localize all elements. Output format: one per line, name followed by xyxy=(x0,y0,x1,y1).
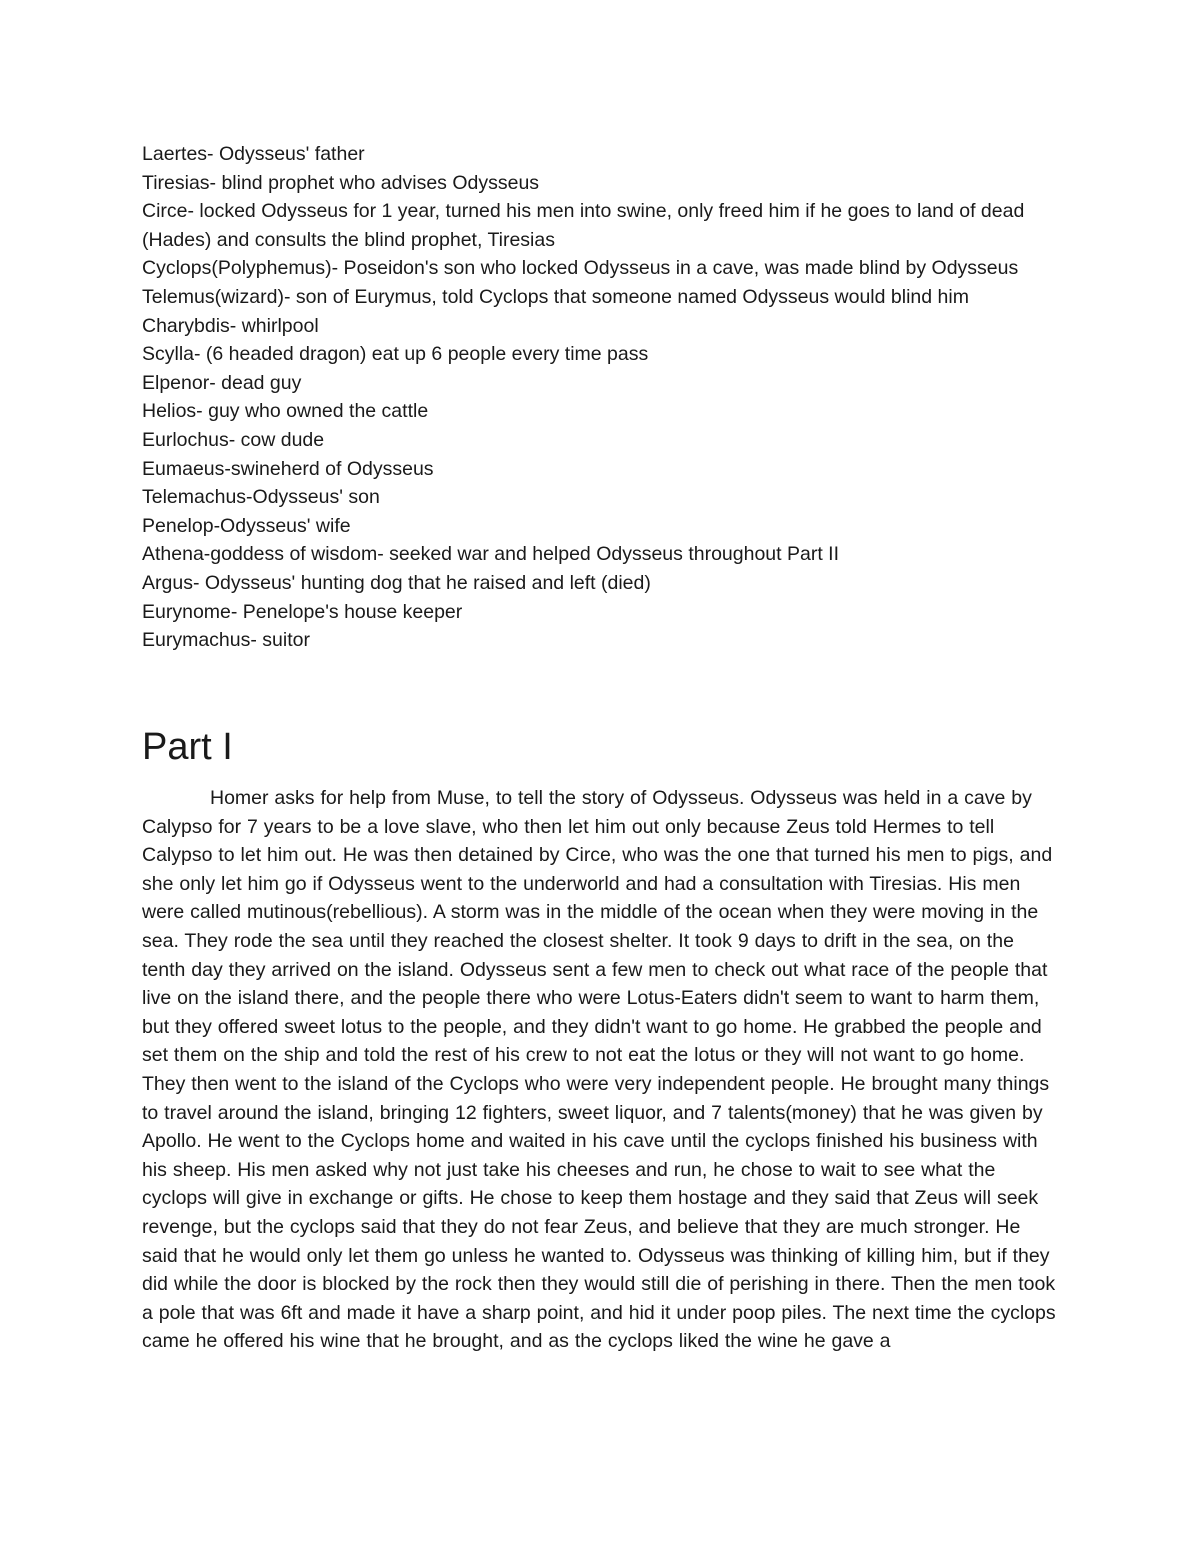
character-entry-argus: Argus- Odysseus' hunting dog that he raised and left (died) xyxy=(142,571,651,594)
character-entry-telemachus: Telemachus-Odysseus' son xyxy=(142,486,380,509)
character-entry-laertes: Laertes- Odysseus' father xyxy=(142,143,365,165)
section-paragraph: Homer asks for help from Muse, to tell the story of Odysseus. Odysseus was held in a cave by Calypso for 7 years to be a love slave, who then let him out only because Zeus told Hermes to tell Calypso to let him out. He was then detained by Circe, who was the one that turned his men to pigs, and she only let him go if Odysseus went to the underworld and had a consultation with Tiresias. His men were called mutinous(rebellious). A storm was in the middle of the ocean when they were moving in the sea. They rode the sea until they reached the closest shelter. It took 9 days to drift in the sea, on the tenth day they arrived on the island. Odysseus sent a few men to check out what race of the people that live on the island there, and the people there who were Lotus-Eaters didn't seem to want to harm them, but they offered sweet lotus to the people, and they didn't want to go home. He grabbed the people and set them on the ship and told the rest of his crew to not eat the lotus or they will not want to go home. They then went to the island of the Cyclops who were very independent people. He brought many things to travel around the island, bringing 12 fighters, sweet liquor, and 7 talents(money) that he was given by Apollo. He went to the Cyclops home and waited in his cave until the cyclops finished his business with his sheep. His men asked why not just take his cheeses and run, he chose to wait to see what the cyclops will give in exchange or gifts. He chose to keep them hostage and they said that Zeus will seek revenge, but the cyclops said that they do not fear Zeus, and believe that they are much stronger. He said that he would only let them go unless he wanted to. Odysseus was thinking of killing him, but if they did while the door is blocked by the rock then they would still die of perishing in there. Then the men took a pole that was 6ft and made it have a sharp point, and hid it under poop piles. The next time the cyclops came he offered his wine that he brought, and as the cyclops liked the wine he gave a xyxy=(142,787,1056,1353)
character-entry-tiresias: Tiresias- blind prophet who advises Odysseus xyxy=(142,171,540,194)
character-entry-telemus: Telemus(wizard)- son of Eurymus, told Cyclops that someone named Odysseus would blind him xyxy=(142,285,969,308)
character-entry-eurymachus: Eurymachus- suitor xyxy=(142,629,310,652)
character-entry-eurlochus: Eurlochus- cow dude xyxy=(142,428,325,451)
character-entry-penelop: Penelop-Odysseus' wife xyxy=(142,514,351,537)
character-entry-charybdis: Charybdis- whirlpool xyxy=(142,314,319,337)
character-entry-scylla: Scylla- (6 headed dragon) eat up 6 people every time pass xyxy=(142,343,649,366)
character-entry-eurynome: Eurynome- Penelope's house keeper xyxy=(142,600,463,623)
character-entry-circe: Circe- locked Odysseus for 1 year, turned his men into swine, only freed him if he goes to land of dead (Hades) and consults the blind prophet, Tiresias xyxy=(142,200,1025,251)
character-entry-eumaeus: Eumaeus-swineherd of Odysseus xyxy=(142,457,434,480)
character-list xyxy=(142,140,1072,655)
section-heading: Part I xyxy=(142,726,233,768)
character-entry-cyclops: Cyclops(Polyphemus)- Poseidon's son who locked Odysseus in a cave, was made blind by Odysseus xyxy=(142,257,1019,280)
character-entry-elpenor: Elpenor- dead guy xyxy=(142,371,302,394)
character-entry-athena: Athena-goddess of wisdom- seeked war and helped Odysseus throughout Part II xyxy=(142,543,839,566)
character-entry-helios: Helios- guy who owned the cattle xyxy=(142,400,429,423)
